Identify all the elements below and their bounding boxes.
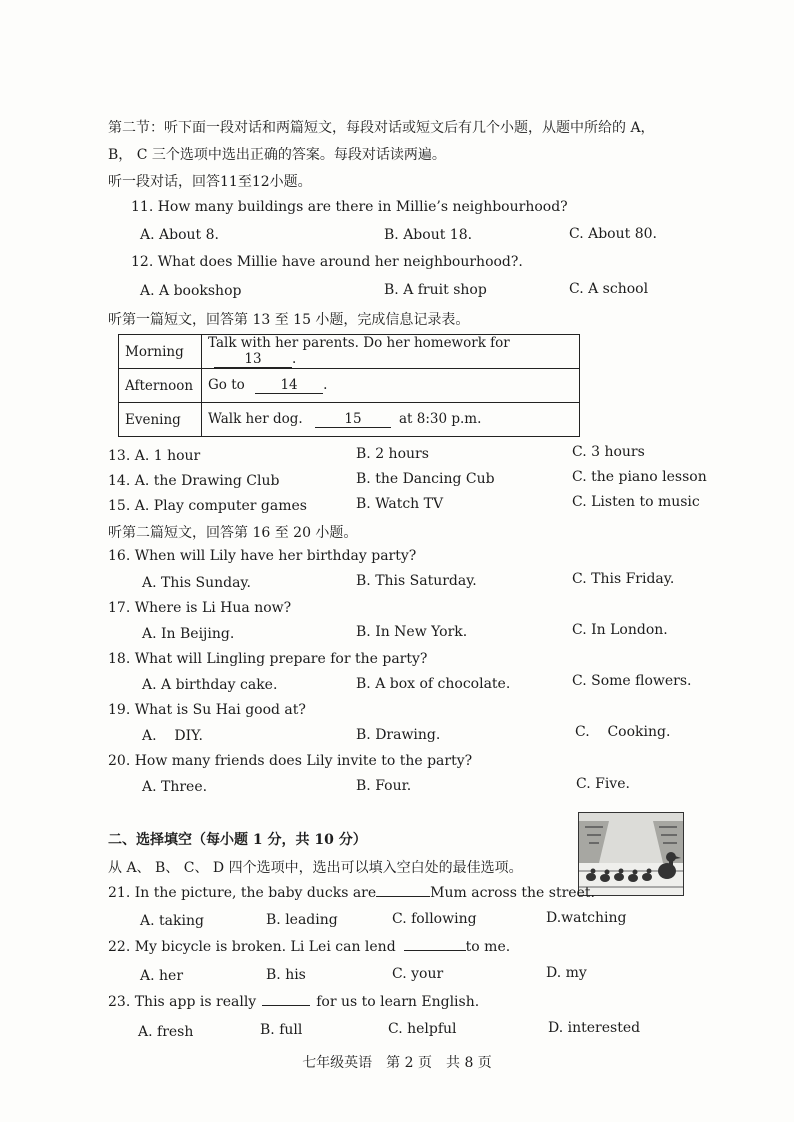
- passage2-intro: 听第二篇短文，回答第 16 至 20 小题。: [108, 525, 358, 541]
- information-record-table: [118, 334, 580, 437]
- question-12-option-a[interactable]: A. A bookshop: [140, 283, 242, 299]
- passage1-intro: 听第一篇短文，回答第 13 至 15 小题，完成信息记录表。: [108, 312, 470, 328]
- stem-text: 23. This app is really: [108, 994, 257, 1010]
- question-22-stem: [108, 939, 510, 955]
- question-12-option-b[interactable]: B. A fruit shop: [384, 282, 487, 298]
- question-23-option-c[interactable]: C. helpful: [388, 1021, 457, 1037]
- answer-blank-15[interactable]: 15: [315, 411, 391, 428]
- question-14-option-c[interactable]: C. the piano lesson: [572, 469, 707, 485]
- question-11-option-b[interactable]: B. About 18.: [384, 227, 473, 243]
- question-19-stem: 19. What is Su Hai good at?: [108, 702, 306, 718]
- question-11-option-a[interactable]: A. About 8.: [140, 227, 219, 243]
- question-20-option-c[interactable]: C. Five.: [576, 776, 630, 792]
- question-23-stem: [108, 994, 479, 1010]
- row-text-after: .: [323, 377, 328, 393]
- question-23-option-a[interactable]: A. fresh: [138, 1024, 194, 1040]
- row-text: Talk with her parents. Do her homework for: [208, 335, 510, 351]
- question-16-stem: 16. When will Lily have her birthday party?: [108, 548, 417, 564]
- table-row-afternoon: [119, 369, 580, 403]
- question-12-option-c[interactable]: C. A school: [569, 281, 649, 297]
- row-content: [202, 403, 580, 437]
- row-label: Afternoon: [119, 369, 202, 403]
- question-22-option-c[interactable]: C. your: [392, 966, 444, 982]
- question-14-option-a[interactable]: 14. A. the Drawing Club: [108, 473, 280, 489]
- question-18-option-a[interactable]: A. A birthday cake.: [142, 677, 278, 693]
- question-23-option-d[interactable]: D. interested: [548, 1020, 641, 1036]
- question-22-option-b[interactable]: B. his: [266, 967, 306, 983]
- row-text-after: at 8:30 p.m.: [398, 411, 482, 427]
- stem-text-after: for us to learn English.: [316, 994, 480, 1010]
- table-row-evening: [119, 403, 580, 437]
- answer-blank-14[interactable]: 14: [255, 377, 323, 394]
- answer-blank-22[interactable]: [404, 950, 466, 951]
- row-label: Evening: [119, 403, 202, 437]
- row-text: Go to: [208, 377, 245, 393]
- question-17-stem: 17. Where is Li Hua now?: [108, 600, 292, 616]
- ducks-crossing-picture: [578, 812, 684, 896]
- question-18-stem: 18. What will Lingling prepare for the party?: [108, 651, 428, 667]
- part2-heading: 二、选择填空（每小题 1 分，共 10 分）: [108, 832, 367, 848]
- question-15-option-c[interactable]: C. Listen to music: [572, 494, 700, 510]
- question-18-option-c[interactable]: C. Some flowers.: [572, 673, 692, 689]
- question-14-option-b[interactable]: B. the Dancing Cub: [356, 471, 495, 487]
- question-20-stem: 20. How many friends does Lily invite to the party?: [108, 753, 473, 769]
- question-18-option-b[interactable]: B. A box of chocolate.: [356, 676, 511, 692]
- question-21-option-a[interactable]: A. taking: [140, 913, 204, 929]
- question-16-option-b[interactable]: B. This Saturday.: [356, 573, 477, 589]
- answer-blank-23[interactable]: [262, 1005, 310, 1006]
- part2-instructions: 从 A、 B、 C、 D 四个选项中，选出可以填入空白处的最佳选项。: [108, 860, 523, 876]
- question-19-option-c[interactable]: C. Cooking.: [575, 724, 671, 740]
- question-20-option-a[interactable]: A. Three.: [142, 779, 208, 795]
- question-13-option-c[interactable]: C. 3 hours: [572, 444, 645, 460]
- question-17-option-a[interactable]: A. In Beijing.: [142, 626, 235, 642]
- question-23-option-b[interactable]: B. full: [260, 1022, 303, 1038]
- stem-text-after: Mum across the street.: [430, 885, 595, 901]
- answer-blank-21[interactable]: [376, 896, 430, 897]
- question-15-option-a[interactable]: 15. A. Play computer games: [108, 498, 307, 514]
- table-row-morning: [119, 335, 580, 369]
- row-label: Morning: [119, 335, 202, 369]
- section-instructions-line2: B， C 三个选项中选出正确的答案。每段对话读两遍。: [108, 147, 446, 163]
- question-16-option-c[interactable]: C. This Friday.: [572, 571, 675, 587]
- section-instructions-line1: 第二节：听下面一段对话和两篇短文，每段对话或短文后有几个小题，从题中所给的 A，: [108, 120, 655, 136]
- question-17-option-b[interactable]: B. In New York.: [356, 624, 468, 640]
- stem-text-after: to me.: [465, 939, 511, 955]
- question-11-stem: 11. How many buildings are there in Millie’s neighbourhood?: [131, 199, 568, 215]
- dialog-intro: 听一段对话，回答11至12小题。: [108, 174, 312, 190]
- question-21-option-b[interactable]: B. leading: [266, 912, 338, 928]
- answer-blank-13[interactable]: 13: [214, 351, 292, 368]
- row-content: [202, 335, 580, 369]
- question-11-option-c[interactable]: C. About 80.: [569, 226, 657, 242]
- question-21-option-d[interactable]: D.watching: [546, 910, 627, 926]
- row-text-after: .: [292, 351, 297, 367]
- row-content: [202, 369, 580, 403]
- question-17-option-c[interactable]: C. In London.: [572, 622, 668, 638]
- row-text: Walk her dog.: [208, 411, 303, 427]
- question-21-stem: [108, 885, 595, 901]
- question-22-option-a[interactable]: A. her: [140, 968, 184, 984]
- question-13-option-a[interactable]: 13. A. 1 hour: [108, 448, 201, 464]
- ducks-illustration: [579, 813, 683, 895]
- question-15-option-b[interactable]: B. Watch TV: [356, 496, 444, 512]
- question-19-option-a[interactable]: A. DIY.: [142, 728, 204, 744]
- question-12-stem: 12. What does Millie have around her neighbourhood?.: [131, 254, 523, 270]
- question-21-option-c[interactable]: C. following: [392, 911, 477, 927]
- question-22-option-d[interactable]: D. my: [546, 965, 587, 981]
- stem-text: 21. In the picture, the baby ducks are: [108, 885, 377, 901]
- question-19-option-b[interactable]: B. Drawing.: [356, 727, 441, 743]
- question-16-option-a[interactable]: A. This Sunday.: [142, 575, 251, 591]
- stem-text: 22. My bicycle is broken. Li Lei can lend: [108, 939, 396, 955]
- page-footer: 七年级英语 第 2 页 共 8 页: [302, 1055, 492, 1071]
- question-13-option-b[interactable]: B. 2 hours: [356, 446, 429, 462]
- question-20-option-b[interactable]: B. Four.: [356, 778, 412, 794]
